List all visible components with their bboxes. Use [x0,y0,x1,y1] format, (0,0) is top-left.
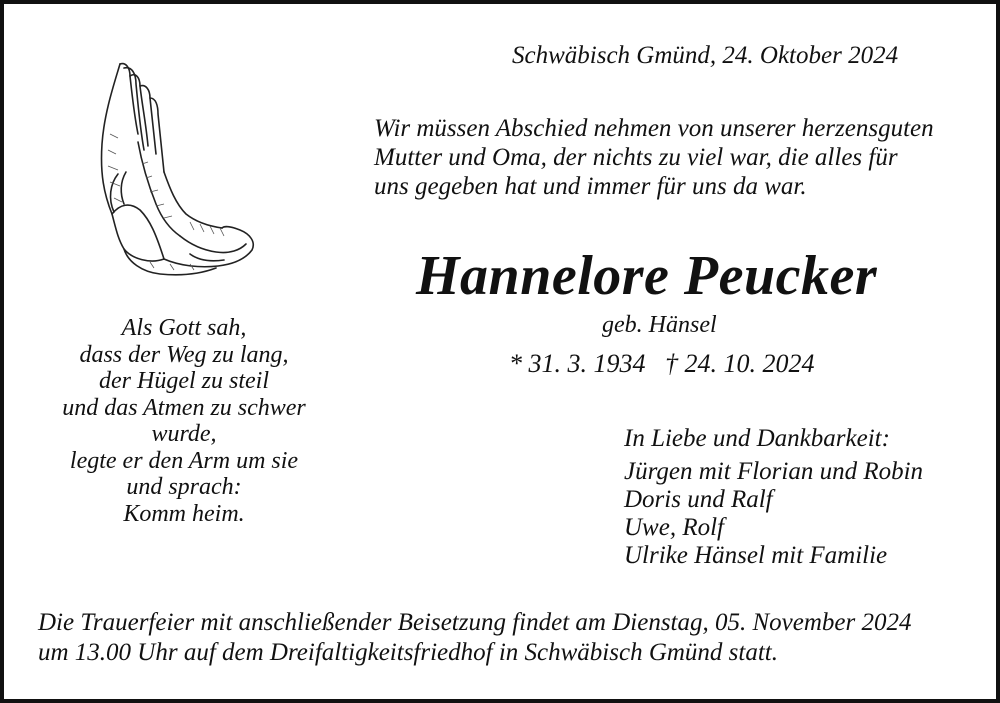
praying-hands-icon [90,54,260,279]
poem-line: und das Atmen zu schwer [62,394,306,421]
poem-line: Als Gott sah, [121,315,247,341]
family-list [624,458,923,570]
poem [24,315,344,527]
family-line: Ulrike Hänsel mit Familie [624,542,888,569]
ceremony-line: um 13.00 Uhr auf dem Dreifaltigkeitsfriedhof in Schwäbisch Gmünd statt. [38,639,779,666]
poem-line: legte er den Arm um sie [69,447,299,474]
intro-text [374,114,934,201]
intro-line: Mutter und Oma, der nichts zu viel war, die alles für [374,144,898,171]
family-heading: In Liebe und Dankbarkeit: [624,425,890,452]
intro-line: Wir müssen Abschied nehmen von unserer herzensguten [374,115,934,142]
deceased-name: Hannelore Peucker [416,245,878,307]
poem-line: und sprach: [126,474,242,500]
date-line: Schwäbisch Gmünd, 24. Oktober 2024 [512,42,899,69]
intro-line: uns gegeben hat und immer für uns da war. [374,173,807,200]
family-line: Doris und Ralf [624,486,773,513]
ceremony-line: Die Trauerfeier mit anschließender Beisetzung findet am Dienstag, 05. November 2024 [38,609,912,636]
family-line: Jürgen mit Florian und Robin [624,458,924,485]
birth-name: geb. Hänsel [602,312,717,338]
family-line: Uwe, Rolf [624,514,724,541]
poem-line: Komm heim. [123,500,245,527]
ceremony-info [38,608,912,668]
life-dates: * 31. 3. 1934 † 24. 10. 2024 [509,349,815,378]
poem-line: der Hügel zu steil [99,368,269,394]
poem-line: dass der Weg zu lang, [79,341,289,368]
poem-line: wurde, [151,421,217,447]
